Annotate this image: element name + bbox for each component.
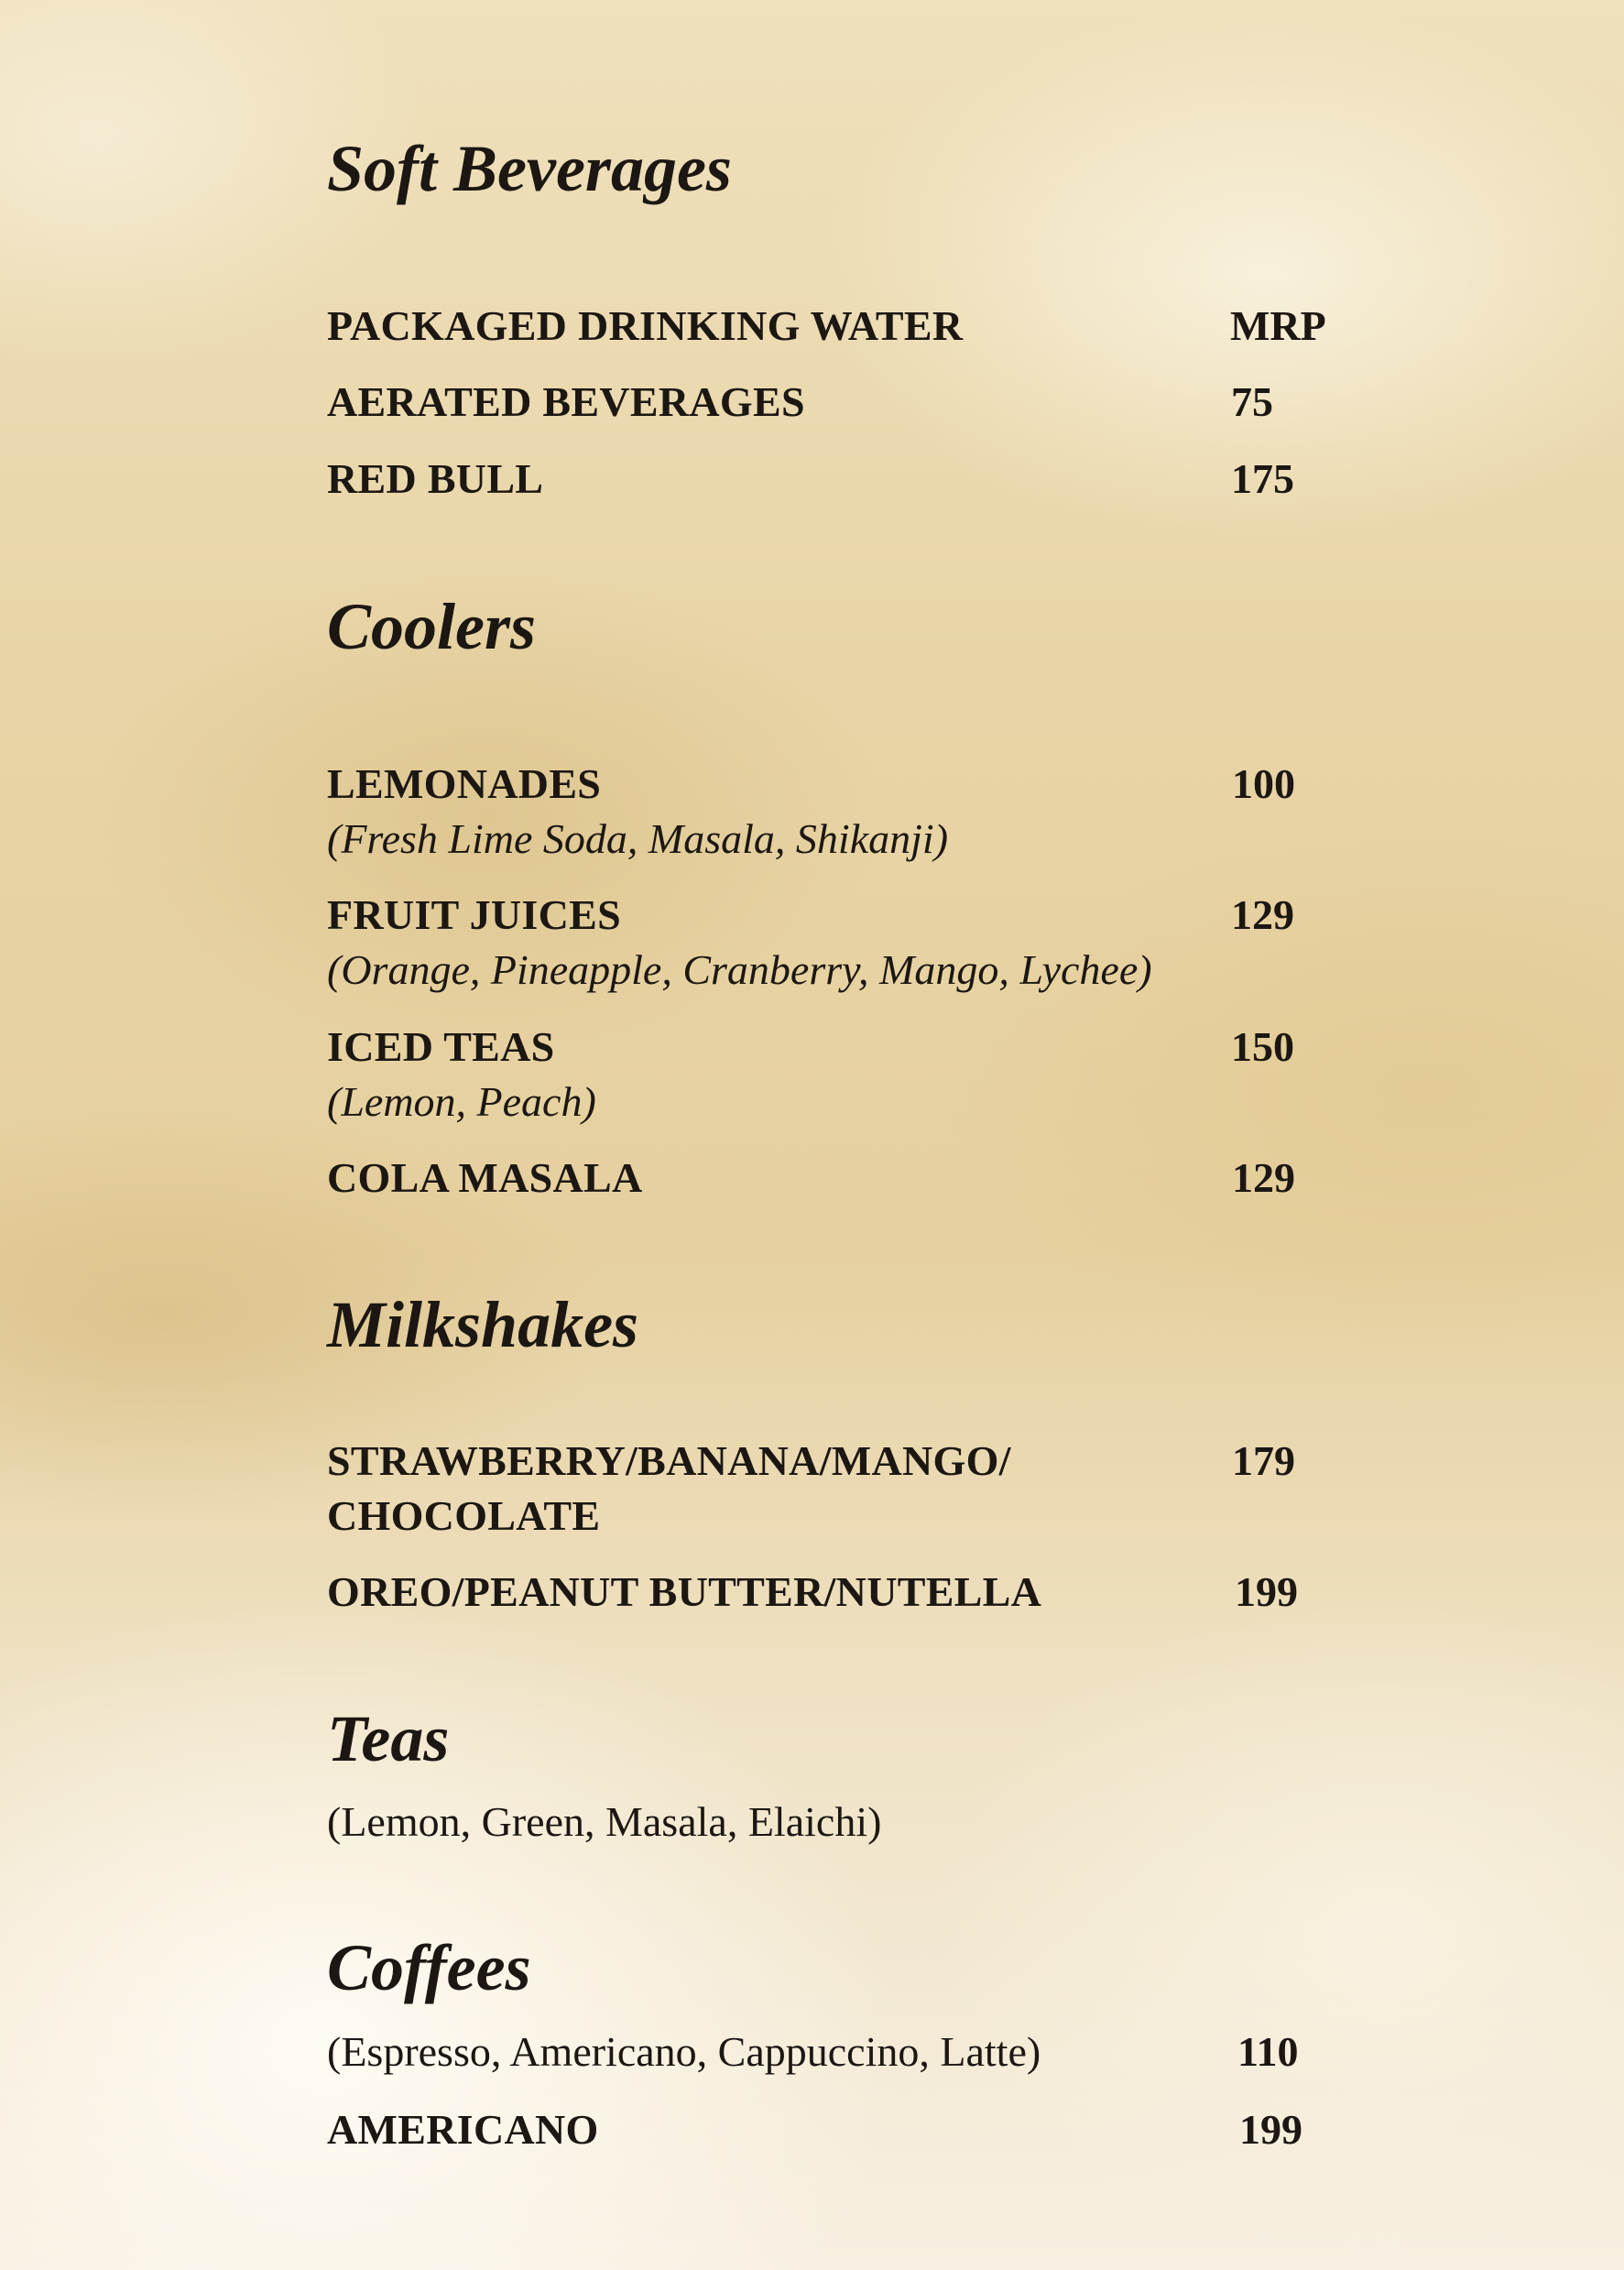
- menu-item-name: STRAWBERRY/BANANA/MANGO/: [327, 1437, 1011, 1484]
- menu-item-price: 129: [1231, 891, 1294, 938]
- menu-item-name: RED BULL: [327, 455, 544, 502]
- section-heading-coolers: Coolers: [327, 590, 537, 663]
- menu-item-name: LEMONADES: [327, 760, 602, 807]
- section-heading-coffees: Coffees: [327, 1931, 531, 2004]
- menu-item-price: 179: [1232, 1437, 1295, 1484]
- menu-item-description: (Fresh Lime Soda, Masala, Shikanji): [327, 815, 949, 862]
- menu-item-price: MRP: [1230, 302, 1326, 349]
- menu-item-price: 129: [1232, 1154, 1295, 1201]
- menu-item-name: ICED TEAS: [327, 1023, 555, 1070]
- teas-description: (Lemon, Green, Masala, Elaichi): [327, 1798, 882, 1845]
- menu-item-price: 100: [1232, 760, 1295, 807]
- menu-item-price: 199: [1239, 2106, 1302, 2153]
- menu-page: [327, 0, 1335, 2270]
- menu-item-name-continued: CHOCOLATE: [327, 1492, 601, 1539]
- menu-item-description: (Orange, Pineapple, Cranberry, Mango, Lychee): [327, 946, 1152, 993]
- menu-item-price: 150: [1231, 1023, 1294, 1070]
- menu-item-description: (Lemon, Peach): [327, 1078, 596, 1125]
- section-heading-soft-beverages: Soft Beverages: [327, 132, 732, 205]
- menu-item-name: COLA MASALA: [327, 1154, 643, 1201]
- menu-item-price: 75: [1231, 378, 1273, 425]
- section-heading-milkshakes: Milkshakes: [327, 1288, 639, 1361]
- menu-item-price: 199: [1235, 1568, 1298, 1615]
- menu-item-name: AERATED BEVERAGES: [327, 378, 805, 425]
- menu-item-name: PACKAGED DRINKING WATER: [327, 302, 964, 349]
- section-heading-teas: Teas: [327, 1702, 450, 1775]
- menu-item-name: OREO/PEANUT BUTTER/NUTELLA: [327, 1568, 1042, 1615]
- menu-item-price: 110: [1237, 2028, 1299, 2075]
- menu-item-description: (Espresso, Americano, Cappuccino, Latte): [327, 2028, 1041, 2075]
- menu-item-price: 175: [1231, 455, 1294, 502]
- menu-item-name: AMERICANO: [327, 2106, 599, 2153]
- menu-item-name: FRUIT JUICES: [327, 891, 621, 938]
